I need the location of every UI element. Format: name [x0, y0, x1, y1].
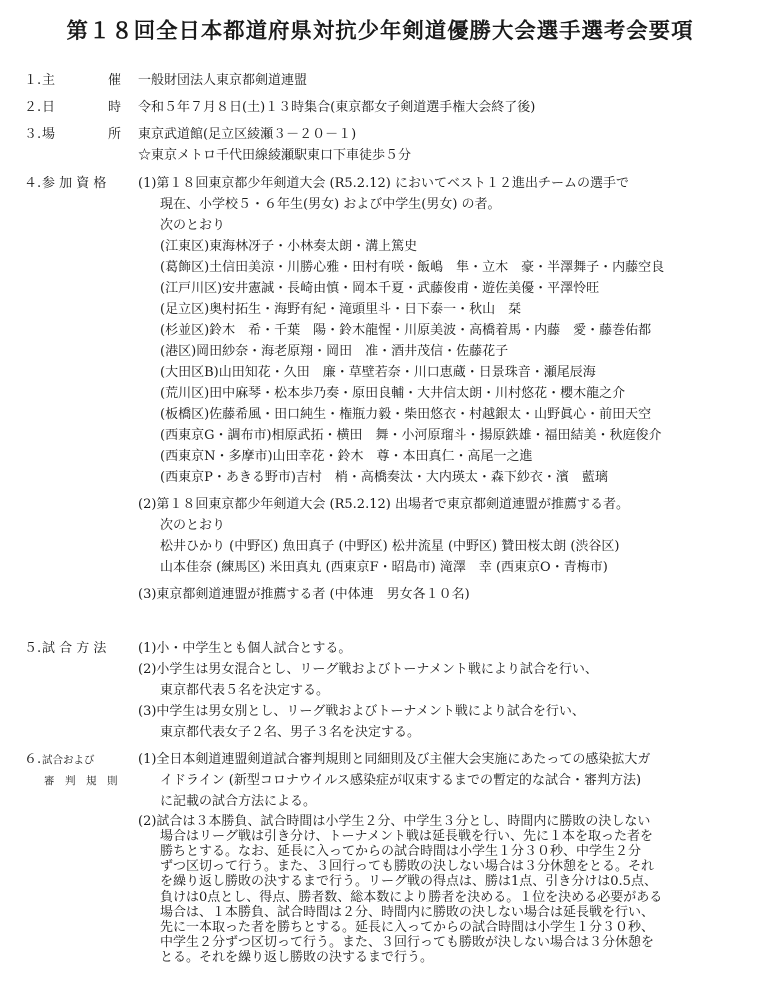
- rules-line: 場合は、１本勝負、試合時間は２分、時間内に勝敗の決しない場合は延長戦を行い、: [160, 904, 655, 920]
- team-roster-line: (港区)岡田紗奈・海老原翔・岡田 准・酒井茂信・佐藤花子: [160, 344, 509, 359]
- eligibility-line: (2)第１８回東京都少年剣道大会 (R5.2.12) 出場者で東京都剣道連盟が推薦する者。: [138, 497, 629, 512]
- recommended-list-line: 松井ひかり (中野区) 魚田真子 (中野区) 松井流星 (中野区) 贊田桜太朗 (渋谷区): [160, 539, 620, 554]
- rules-line: 先に一本取った者を勝ちとする。延長に入ってからの試合時間は小学生１分３０秒、: [160, 919, 655, 935]
- team-roster-line: (西東京G・調布市)相原武拓・横田 舞・小河原瑠斗・揚原鉄雄・福田結美・秋庭俊介: [160, 428, 662, 443]
- section-label-second: 審 判 規 則: [44, 775, 118, 787]
- rules-line: 中学生２分ずつ区切って行う。また、３回行っても勝敗が決しない場合は３分休憩を: [160, 934, 655, 950]
- team-roster-line: (杉並区)鈴木 希・千葉 陽・鈴木龍惺・川原美波・高橋着馬・内藤 愛・藤巻佑都: [160, 323, 652, 338]
- eligibility-line: 次のとおり: [160, 518, 226, 533]
- datetime-value: 令和５年７月８日(土)１３時集合(東京都女子剣道選手権大会終了後): [138, 100, 536, 115]
- rules-line: 勝ちとする。なお、延長に入ってからの試合時間は小学生１分３０秒、中学生２分: [160, 844, 642, 860]
- venue-access-line: ☆東京メトロ千代田線綾瀬駅東口下車徒歩５分: [138, 148, 412, 163]
- section-label: 参 加 資 格: [42, 176, 107, 191]
- section-number: ６.: [24, 752, 42, 767]
- team-roster-line: (西東京N・多摩市)山田幸花・鈴木 尊・本田真仁・高尾一之進: [160, 449, 533, 464]
- team-roster-line: (板橋区)佐藤希風・田口純生・権瓶力毅・柴田悠衣・村越銀太・山野眞心・前田天空: [160, 407, 652, 422]
- section-label-last: 時: [108, 100, 122, 115]
- team-roster-line: (江東区)東海林冴子・小林奏太朗・溝上篤史: [160, 239, 418, 254]
- section-label: 試 合 方 法: [42, 641, 107, 656]
- section-label-first: 日: [42, 100, 56, 115]
- match-format-line: (2)小学生は男女混合とし、リーグ戦およびトーナメント戦により試合を行い、: [138, 662, 598, 677]
- organizer-value: 一般財団法人東京都剣道連盟: [138, 73, 308, 88]
- team-roster-line: (葛飾区)土信田美涼・川勝心雅・田村有咲・飯嶋 隼・立木 豪・半澤舞子・内藤空良: [160, 260, 665, 275]
- section-number: ５.: [24, 641, 42, 656]
- rules-line: に記載の試合方法による。: [160, 794, 317, 809]
- eligibility-line: (3)東京都剣道連盟が推薦する者 (中体連 男女各１０名): [138, 587, 470, 602]
- recommended-list-line: 山本佳奈 (練馬区) 米田真丸 (西東京F・昭島市) 滝澤 幸 (西東京O・青梅市): [160, 560, 608, 575]
- rules-line: (1)全日本剣道連盟剣道試合審判規則と同細則及び主催大会実施にあたっての感染拡大ガ: [138, 752, 651, 767]
- page-title: 第１８回全日本都道府県対抗少年剣道優勝大会選手選考会要項: [66, 19, 694, 44]
- team-roster-line: (西東京P・あきる野市)吉村 梢・高橋奏汰・大内瑛太・森下紗衣・濱 藍璃: [160, 470, 608, 485]
- section-number: ４.: [24, 176, 42, 191]
- section-number: ２.: [24, 100, 42, 115]
- section-label-last: 催: [108, 73, 122, 88]
- rules-line: とる。それを繰り返し勝敗の決するまで行う。: [160, 949, 434, 965]
- rules-line: 場合はリーグ戦は引き分け、トーナメント戦は延長戦を行い、先に１本を取った者を: [160, 829, 653, 845]
- section-number: １.: [24, 73, 42, 88]
- match-format-line: 東京都代表５名を決定する。: [160, 683, 330, 698]
- eligibility-line: (1)第１８回東京都少年剣道大会 (R5.2.12) においてベスト１２進出チームの選手で: [138, 176, 629, 191]
- section-label-first: 場: [42, 127, 56, 142]
- team-roster-line: (江戸川区)安井憲誠・長崎由慎・岡本千夏・武藤俊甫・遊佐美優・平澤怜旺: [160, 281, 600, 296]
- team-roster-line: (荒川区)田中麻琴・松本歩乃奏・原田良輔・大井信太朗・川村悠花・櫻木龍之介: [160, 386, 626, 401]
- match-format-line: (1)小・中学生とも個人試合とする。: [138, 641, 352, 656]
- match-format-line: (3)中学生は男女別とし、リーグ戦およびトーナメント戦により試合を行い、: [138, 704, 585, 719]
- rules-line: 負けは0点とし、得点、勝者数、総本数により勝者を決める。１位を決める必要がある: [160, 889, 663, 905]
- section-label-first: 主: [42, 73, 56, 88]
- section-label-first: 試合および: [42, 754, 95, 766]
- rules-line: (2)試合は３本勝負、試合時間は小学生２分、中学生３分とし、時間内に勝敗の決しない: [138, 814, 651, 829]
- rules-line: ずつ区切って行う。また、３回行っても勝敗の決しない場合は３分休憩をとる。それ: [160, 859, 655, 875]
- section-number: ３.: [24, 127, 42, 142]
- venue-line: 東京武道館(足立区綾瀬３－２０－１): [138, 127, 357, 142]
- team-roster-line: (足立区)奥村拓生・海野有紀・滝頭里斗・日下泰一・秋山 栞: [160, 302, 522, 317]
- team-roster-line: (大田区B)山田知花・久田 廉・草壁若奈・川口恵蔵・日景珠音・瀬尾辰海: [160, 365, 596, 380]
- section-label-last: 所: [108, 127, 122, 142]
- rules-line: イドライン (新型コロナウイルス感染症が収束するまでの暫定的な試合・審判方法): [160, 773, 642, 788]
- eligibility-line: 現在、小学校５・６年生(男女) および中学生(男女) の者。: [160, 197, 501, 212]
- match-format-line: 東京都代表女子２名、男子３名を決定する。: [160, 725, 421, 740]
- rules-line: を繰り返し勝敗の決するまで行う。リーグ戦の得点は、勝は1点、引き分けは0.5点、: [160, 874, 657, 890]
- eligibility-line: 次のとおり: [160, 218, 226, 233]
